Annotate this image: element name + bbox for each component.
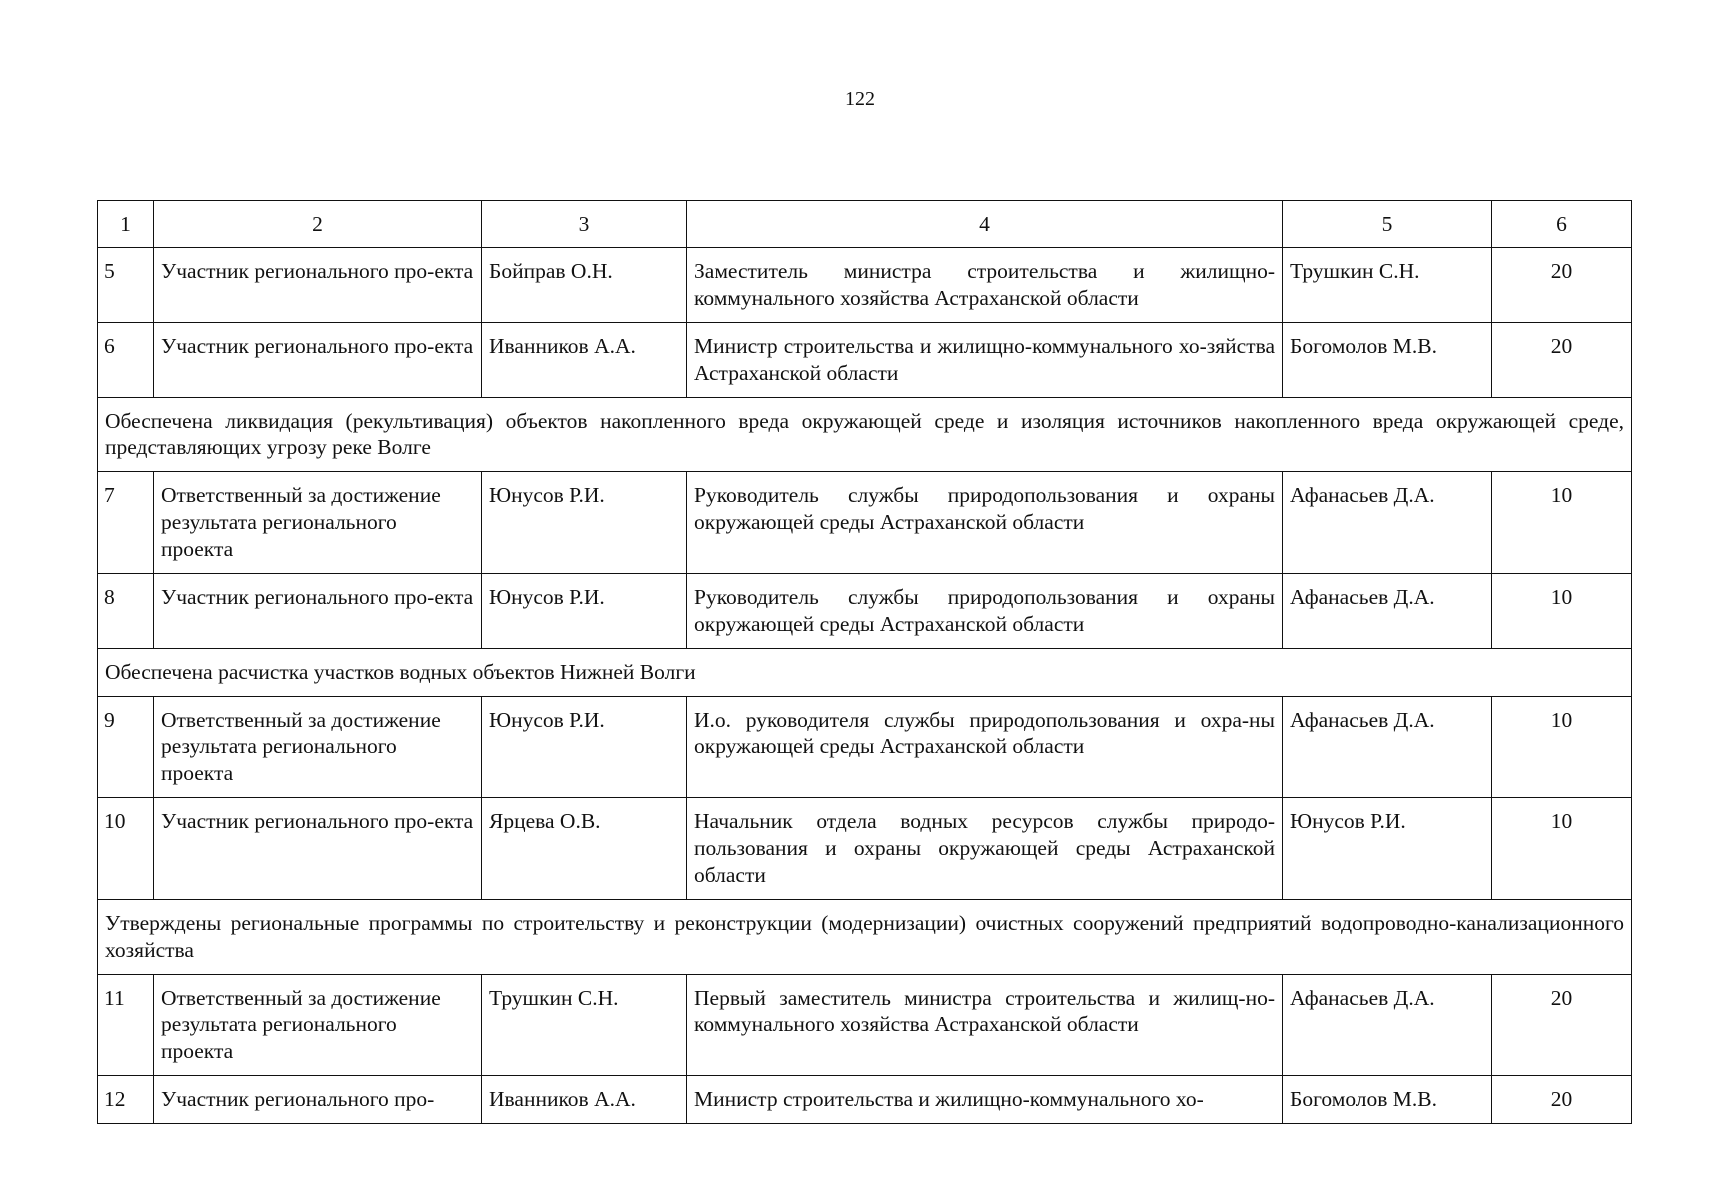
role-cell: Участник регионального про-екта	[154, 573, 482, 648]
name-cell: Юнусов Р.И.	[482, 573, 687, 648]
row-number-cell: 6	[98, 322, 154, 397]
position-cell: Министр строительства и жилищно-коммунального хо-зяйства Астраханской области	[687, 322, 1283, 397]
percent-cell: 20	[1492, 974, 1632, 1076]
table-row	[98, 696, 1632, 798]
name-cell: Юнусов Р.И.	[482, 472, 687, 574]
section-heading-row	[98, 397, 1632, 472]
column-header: 3	[482, 201, 687, 248]
row-number-cell: 8	[98, 573, 154, 648]
row-number-cell: 5	[98, 248, 154, 323]
position-cell: Первый заместитель министра строительства и жилищ-но-коммунального хозяйства Астраханской области	[687, 974, 1283, 1076]
section-heading: Обеспечена расчистка участков водных объектов Нижней Волги	[98, 648, 1632, 696]
page-number: 122	[845, 88, 875, 110]
table-row	[98, 472, 1632, 574]
name-cell: Трушкин С.Н.	[482, 974, 687, 1076]
position-cell: Министр строительства и жилищно-коммунального хо-	[687, 1076, 1283, 1124]
position-cell: Руководитель службы природопользования и охраны окружающей среды Астраханской области	[687, 573, 1283, 648]
section-heading-row	[98, 899, 1632, 974]
table-header-row	[98, 201, 1632, 248]
position-cell: Начальник отдела водных ресурсов службы природо-пользования и охраны окружающей среды Астраханской области	[687, 798, 1283, 900]
table-body	[98, 201, 1632, 1124]
name-cell: Иванников А.А.	[482, 322, 687, 397]
name-cell: Юнусов Р.И.	[482, 696, 687, 798]
percent-cell: 10	[1492, 696, 1632, 798]
supervisor-cell: Трушкин С.Н.	[1283, 248, 1492, 323]
column-header: 1	[98, 201, 154, 248]
supervisor-cell: Богомолов М.В.	[1283, 322, 1492, 397]
supervisor-cell: Афанасьев Д.А.	[1283, 472, 1492, 574]
percent-cell: 20	[1492, 322, 1632, 397]
supervisor-cell: Богомолов М.В.	[1283, 1076, 1492, 1124]
row-number-cell: 10	[98, 798, 154, 900]
percent-cell: 20	[1492, 248, 1632, 323]
supervisor-cell: Афанасьев Д.А.	[1283, 974, 1492, 1076]
table-row	[98, 573, 1632, 648]
column-header: 5	[1283, 201, 1492, 248]
section-heading: Обеспечена ликвидация (рекультивация) объектов накопленного вреда окружающей среде и изоляция источников накопленного вреда окружающей среде, представляющих угрозу реке Волге	[98, 397, 1632, 472]
role-cell: Участник регионального про-екта	[154, 248, 482, 323]
name-cell: Ярцева О.В.	[482, 798, 687, 900]
percent-cell: 10	[1492, 573, 1632, 648]
name-cell: Иванников А.А.	[482, 1076, 687, 1124]
column-header: 2	[154, 201, 482, 248]
column-header: 4	[687, 201, 1283, 248]
section-heading-row	[98, 648, 1632, 696]
name-cell: Бойправ О.Н.	[482, 248, 687, 323]
position-cell: Заместитель министра строительства и жилищно-коммунального хозяйства Астраханской области	[687, 248, 1283, 323]
table-row	[98, 248, 1632, 323]
table-row	[98, 974, 1632, 1076]
role-cell: Участник регионального про-екта	[154, 322, 482, 397]
table-row	[98, 1076, 1632, 1124]
row-number-cell: 11	[98, 974, 154, 1076]
personnel-table	[97, 200, 1632, 1124]
role-cell: Ответственный за достижение результата регионального проекта	[154, 472, 482, 574]
position-cell: Руководитель службы природопользования и охраны окружающей среды Астраханской области	[687, 472, 1283, 574]
percent-cell: 20	[1492, 1076, 1632, 1124]
table-row	[98, 798, 1632, 900]
percent-cell: 10	[1492, 798, 1632, 900]
percent-cell: 10	[1492, 472, 1632, 574]
row-number-cell: 12	[98, 1076, 154, 1124]
position-cell: И.о. руководителя службы природопользования и охра-ны окружающей среды Астраханской области	[687, 696, 1283, 798]
row-number-cell: 9	[98, 696, 154, 798]
table-row	[98, 322, 1632, 397]
supervisor-cell: Афанасьев Д.А.	[1283, 696, 1492, 798]
row-number-cell: 7	[98, 472, 154, 574]
role-cell: Ответственный за достижение результата регионального проекта	[154, 974, 482, 1076]
supervisor-cell: Афанасьев Д.А.	[1283, 573, 1492, 648]
role-cell: Участник регионального про-екта	[154, 798, 482, 900]
role-cell: Ответственный за достижение результата регионального проекта	[154, 696, 482, 798]
section-heading: Утверждены региональные программы по строительству и реконструкции (модернизации) очистных сооружений предприятий водопроводно-канализационного хозяйства	[98, 899, 1632, 974]
column-header: 6	[1492, 201, 1632, 248]
role-cell: Участник регионального про-	[154, 1076, 482, 1124]
supervisor-cell: Юнусов Р.И.	[1283, 798, 1492, 900]
